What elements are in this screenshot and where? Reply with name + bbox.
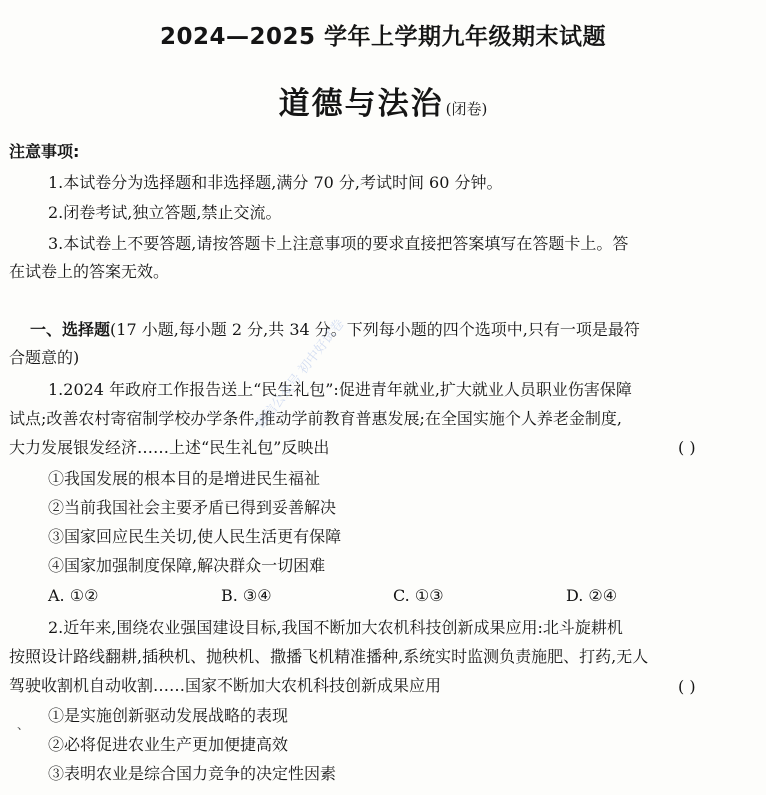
note-item-1: 1.本试卷分为选择题和非选择题,满分 70 分,考试时间 60 分钟。 bbox=[48, 173, 503, 192]
q2-statement-1: ①是实施创新驱动发展战略的表现 bbox=[48, 706, 289, 725]
q1-stem-line2: 试点;改善农村寄宿制学校办学条件,推动学前教育普惠发展;在全国实施个人养老金制度, bbox=[9, 409, 622, 428]
q1-answer-bracket: ( ) bbox=[678, 438, 696, 457]
notes-heading: 注意事项: bbox=[9, 142, 80, 161]
q1-stem-line3: 大力发展银发经济……上述“民生礼包”反映出 bbox=[9, 438, 330, 457]
section-1-desc-line1: (17 小题,每小题 2 分,共 34 分。下列每小题的四个选项中,只有一项是最符 bbox=[110, 320, 640, 339]
paper-type: (闭卷) bbox=[445, 100, 488, 118]
q2-answer-bracket: ( ) bbox=[678, 677, 696, 696]
q1-statement-3: ③国家回应民生关切,使人民生活更有保障 bbox=[48, 527, 342, 546]
note-item-3-line2: 在试卷上的答案无效。 bbox=[9, 262, 170, 281]
q2-statement-3: ③表明农业是综合国力竞争的决定性因素 bbox=[48, 764, 337, 783]
subject-name: 道德与法治 bbox=[278, 86, 444, 122]
q1-option-c: C. ①③ bbox=[393, 586, 444, 605]
q1-statement-2: ②当前我国社会主要矛盾已得到妥善解决 bbox=[48, 498, 337, 517]
q1-statement-4: ④国家加强制度保障,解决群众一切困难 bbox=[48, 556, 326, 575]
note-item-3-line1: 3.本试卷上不要答题,请按答题卡上注意事项的要求直接把答案填写在答题卡上。答 bbox=[48, 234, 629, 253]
q1-stem-line1: 1.2024 年政府工作报告送上“民生礼包”:促进青年就业,扩大就业人员职业伤害保障 bbox=[48, 380, 632, 399]
note-item-2: 2.闭卷考试,独立答题,禁止交流。 bbox=[48, 203, 282, 222]
exam-title: 2024—2025 学年上学期九年级期末试题 bbox=[159, 24, 607, 50]
section-1-desc-line2: 合题意的) bbox=[9, 348, 80, 367]
q2-stem-line3: 驾驶收割机自动收割……国家不断加大农机科技创新成果应用 bbox=[9, 676, 442, 695]
q1-option-b: B. ③④ bbox=[221, 586, 272, 605]
q1-option-d: D. ②④ bbox=[566, 586, 618, 605]
q2-statement-2: ②必将促进农业生产更加便捷高效 bbox=[48, 735, 289, 754]
q1-statement-1: ①我国发展的根本目的是增进民生福祉 bbox=[48, 469, 321, 488]
q2-stem-line1: 2.近年来,围绕农业强国建设目标,我国不断加大农机科技创新成果应用:北斗旋耕机 bbox=[48, 618, 623, 637]
subject-title bbox=[0, 78, 766, 123]
stray-mark: 、 bbox=[17, 718, 30, 732]
q1-option-a: A. ①② bbox=[48, 586, 99, 605]
section-1-heading: 一、选择题 bbox=[30, 320, 111, 339]
q2-stem-line2: 按照设计路线翻耕,插秧机、抛秧机、撒播飞机精准播种,系统实时监测负责施肥、打药,无人 bbox=[9, 647, 649, 666]
watermark-text: 微信公众号 初中好试卷 bbox=[253, 316, 348, 432]
